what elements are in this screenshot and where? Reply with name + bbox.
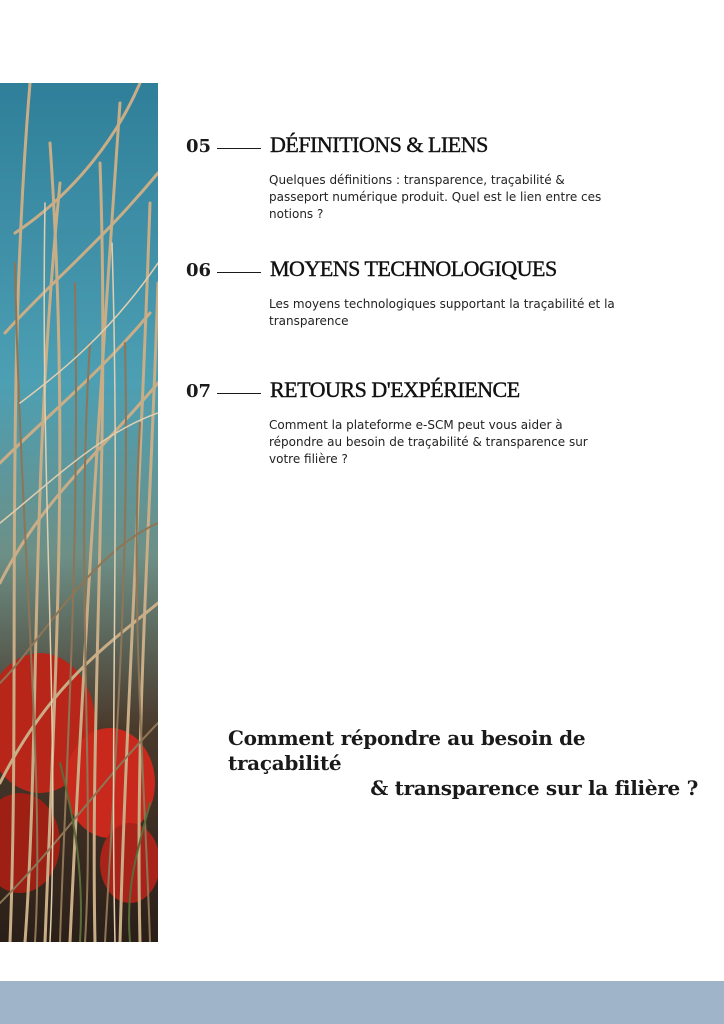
section-description: Les moyens technologiques supportant la traçabilité et la transparence <box>269 297 615 328</box>
section-05 <box>186 132 656 223</box>
section-number: 06 <box>186 260 212 281</box>
grass-photo-illustration <box>0 83 158 942</box>
section-06 <box>186 256 656 330</box>
section-rule <box>217 393 261 395</box>
tagline <box>228 726 698 801</box>
section-header <box>186 132 656 158</box>
section-rule <box>217 148 261 150</box>
section-title: MOYENS TECHNOLOGIQUES <box>270 256 557 281</box>
tagline-line-2: & transparence sur la filière ? <box>370 776 698 800</box>
grass-photo <box>0 83 158 942</box>
footer-band <box>0 981 724 1024</box>
section-number: 05 <box>186 136 212 157</box>
section-title: DÉFINITIONS & LIENS <box>270 132 488 157</box>
section-07 <box>186 377 656 468</box>
section-rule <box>217 272 261 274</box>
tagline-line-1: Comment répondre au besoin de traçabilité <box>228 726 586 775</box>
section-header <box>186 377 656 403</box>
section-description: Quelques définitions : transparence, traçabilité & passeport numérique produit. Quel est le lien entre ces notions ? <box>269 173 602 221</box>
section-description: Comment la plateforme e-SCM peut vous aider à répondre au besoin de traçabilité & transparence sur votre filière ? <box>269 418 588 466</box>
section-number: 07 <box>186 381 212 402</box>
section-title: RETOURS D'EXPÉRIENCE <box>270 377 520 402</box>
section-header <box>186 256 656 282</box>
